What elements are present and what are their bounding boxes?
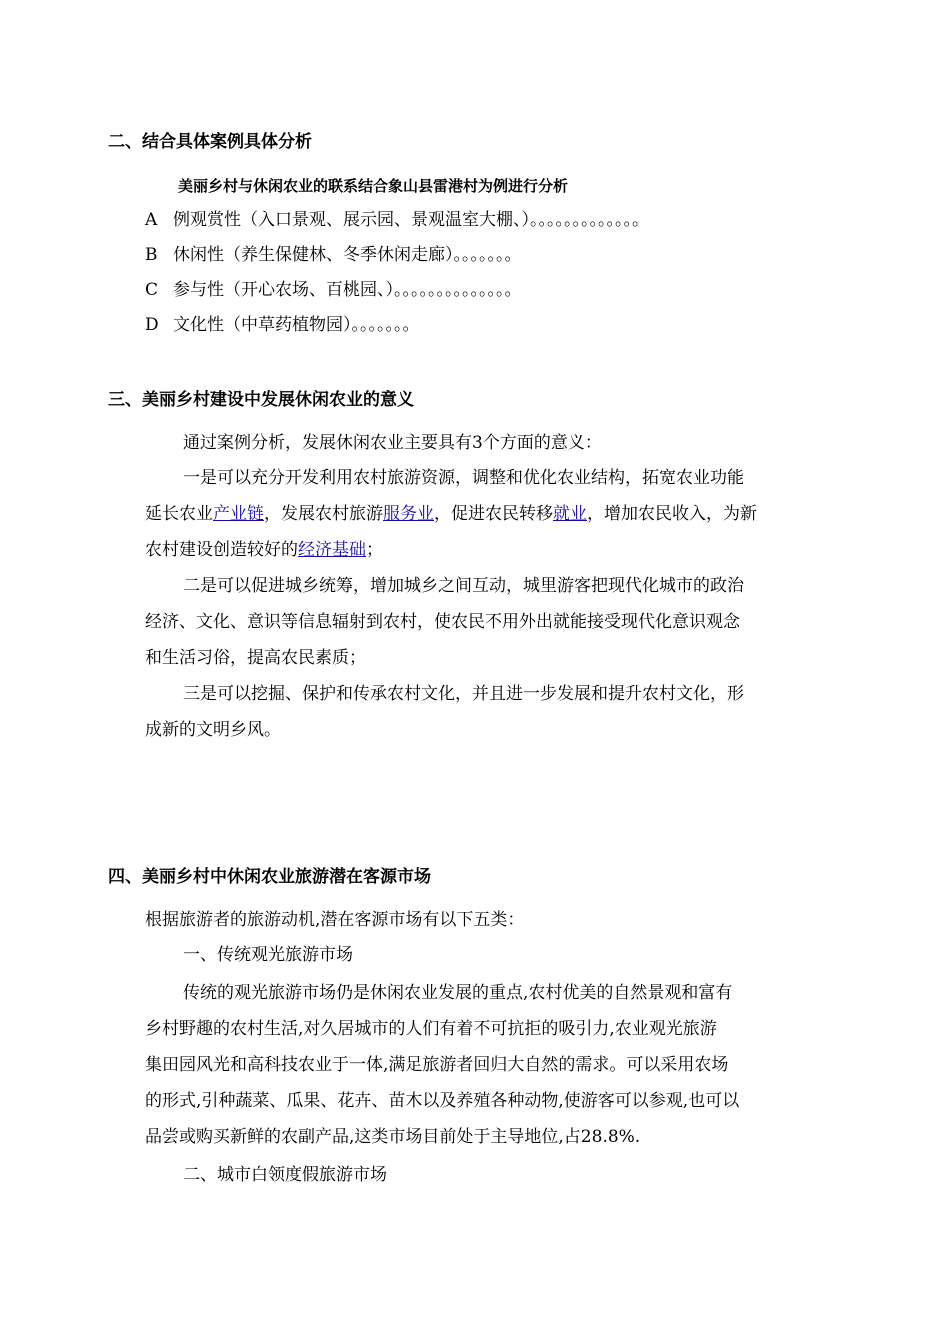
paragraph-line: 品尝或购买新鲜的农副产品,这类市场目前处于主导地位,占28.8%. xyxy=(145,1127,641,1147)
section4-intro: 根据旅游者的旅游动机,潜在客源市场有以下五类： xyxy=(145,910,525,930)
text-run: ； xyxy=(366,540,383,560)
item-letter: D xyxy=(145,315,159,335)
paragraph-line: 传统的观光旅游市场仍是休闲农业发展的重点,农村优美的自然景观和富有 xyxy=(183,983,733,1003)
paragraph-line xyxy=(145,535,383,560)
section4-heading: 四、美丽乡村中休闲农业旅游潜在客源市场 xyxy=(108,867,431,887)
subsection-title: 一、传统观光旅游市场 xyxy=(183,945,353,965)
paragraph-line: 经济、文化、意识等信息辐射到农村，使农民不用外出就能接受现代化意识观念 xyxy=(145,612,740,632)
item-letter: B xyxy=(145,245,158,265)
paragraph-line: 和生活习俗，提高农民素质； xyxy=(145,648,366,668)
section3-heading: 三、美丽乡村建设中发展休闲农业的意义 xyxy=(108,390,414,410)
section2-heading: 二、结合具体案例具体分析 xyxy=(108,132,312,152)
text-run: 延长农业 xyxy=(145,504,213,524)
text-run: ，增加农民收入，为新 xyxy=(587,504,757,524)
paragraph-line: 成新的文明乡风。 xyxy=(145,720,281,740)
paragraph-line: 的形式,引种蔬菜、瓜果、花卉、苗木以及养殖各种动物,使游客可以参观,也可以 xyxy=(145,1091,740,1111)
link-employment[interactable]: 就业 xyxy=(553,504,587,524)
item-text: 休闲性（养生保健林、冬季休闲走廊）。。。。。。。 xyxy=(173,245,522,265)
item-text: 例观赏性（入口景观、展示园、景观温室大棚、）。。。。。。。。。。。。。 xyxy=(173,210,649,230)
text-run: 农村建设创造较好的 xyxy=(145,540,298,560)
item-text: 参与性（开心农场、百桃园、）。。。。。。。。。。。。。。 xyxy=(173,280,522,300)
link-economic-base[interactable]: 经济基础 xyxy=(298,540,366,560)
paragraph-line: 集田园风光和高科技农业于一体,满足旅游者回归大自然的需求。可以采用农场 xyxy=(145,1055,729,1075)
list-item xyxy=(145,240,522,265)
paragraph-line: 三是可以挖掘、保护和传承农村文化，并且进一步发展和提升农村文化，形 xyxy=(183,684,744,704)
paragraph-line: 一是可以充分开发利用农村旅游资源，调整和优化农业结构，拓宽农业功能 xyxy=(183,468,744,488)
list-item xyxy=(145,205,649,230)
text-run: ，促进农民转移 xyxy=(434,504,553,524)
section3-intro: 通过案例分析，发展休闲农业主要具有3个方面的意义： xyxy=(183,433,602,453)
section2-subtitle: 美丽乡村与休闲农业的联系结合象山县雷港村为例进行分析 xyxy=(178,177,569,195)
item-letter: A xyxy=(145,210,158,230)
item-letter: C xyxy=(145,280,159,300)
link-service-industry[interactable]: 服务业 xyxy=(383,504,434,524)
subsection-title: 二、城市白领度假旅游市场 xyxy=(183,1165,387,1185)
text-run: ，发展农村旅游 xyxy=(264,504,383,524)
item-text: 文化性（中草药植物园）。。。。。。。 xyxy=(173,315,420,335)
list-item xyxy=(145,275,522,300)
paragraph-line xyxy=(145,499,757,524)
paragraph-line: 乡村野趣的农村生活,对久居城市的人们有着不可抗拒的吸引力,农业观光旅游 xyxy=(145,1019,717,1039)
link-industry-chain[interactable]: 产业链 xyxy=(213,504,264,524)
paragraph-line: 二是可以促进城乡统筹，增加城乡之间互动，城里游客把现代化城市的政治 xyxy=(183,576,744,596)
list-item xyxy=(145,310,420,335)
